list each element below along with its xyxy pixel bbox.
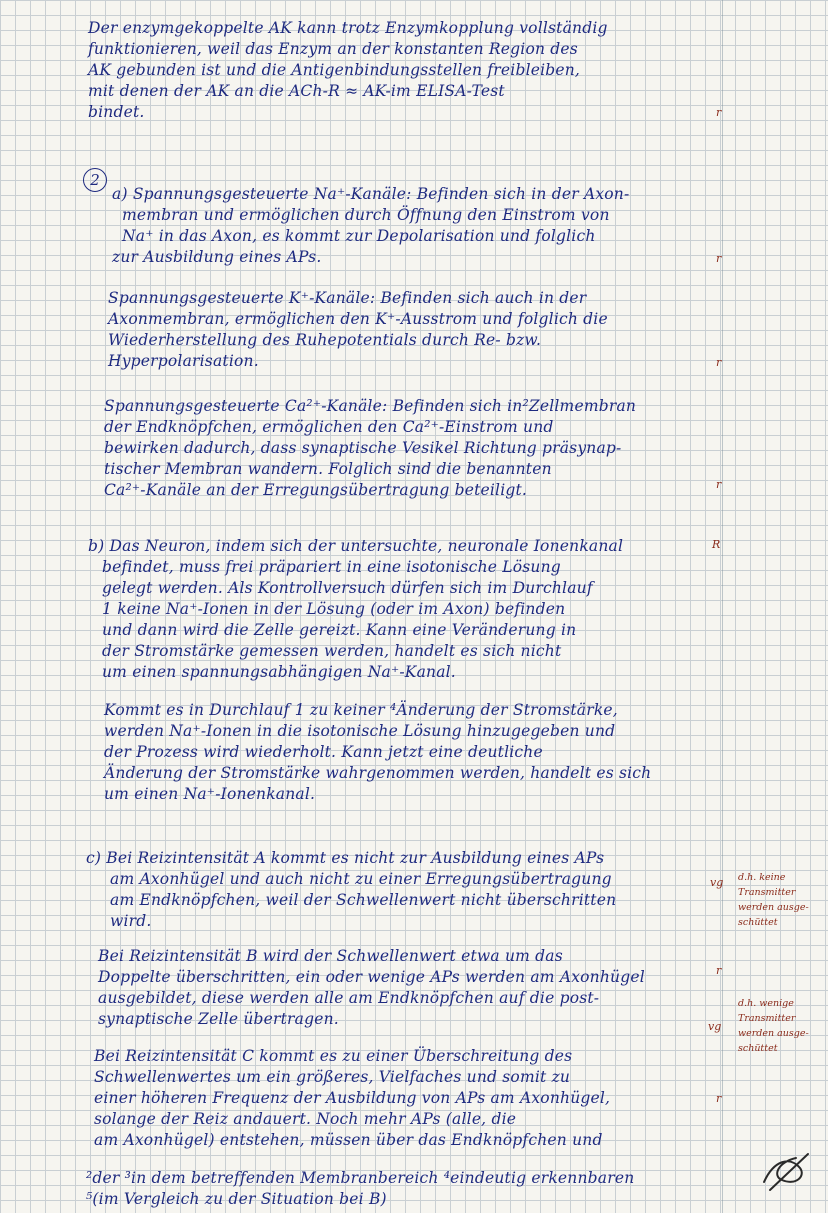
text-line: membran und ermöglichen durch Öffnung den Einstrom von: [122, 206, 610, 224]
text-line: einer höheren Frequenz der Ausbildung von APs am Axonhügel,: [94, 1089, 611, 1107]
correction-mark: R: [712, 538, 721, 551]
task-number: 2: [83, 168, 107, 192]
text-line: der Prozess wird wiederholt. Kann jetzt eine deutliche: [104, 743, 543, 761]
text-line: Schwellenwertes um ein größeres, Vielfaches und somit zu: [94, 1068, 571, 1086]
margin-note-2: [738, 996, 822, 1056]
text-line: 1 keine Na⁺-Ionen in der Lösung (oder im Axon) befinden: [102, 600, 566, 618]
note-line: d.h. keine: [738, 872, 786, 883]
part-a-na: [112, 184, 742, 268]
intro-line: AK gebunden ist und die Antigenbindungsstellen freibleiben,: [88, 61, 581, 79]
part-b-paragraph-1: [88, 536, 721, 683]
text-line: Doppelte überschritten, ein oder wenige APs werden am Axonhügel: [98, 968, 645, 986]
text-line: befindet, muss frei präpariert in eine isotonische Lösung: [102, 558, 561, 576]
text-line: ausgebildet, diese werden alle am Endknöpfchen auf die post-: [98, 989, 600, 1007]
margin-note-1: [738, 870, 822, 930]
footnote-corrections: [86, 1168, 706, 1210]
text-line: um einen Na⁺-Ionenkanal.: [104, 785, 316, 803]
margin-line: [722, 0, 723, 1213]
text-line: um einen spannungsabhängigen Na⁺-Kanal.: [102, 663, 456, 681]
text-line: Axonmembran, ermöglichen den K⁺-Ausstrom und folglich die: [108, 310, 608, 328]
note-line: schüttet: [738, 1043, 778, 1054]
intro-line: mit denen der AK an die ACh-R ≈ AK-im ELISA-Test: [88, 82, 505, 100]
correction-mark: r: [716, 478, 722, 491]
text-line: bewirken dadurch, dass synaptische Vesikel Richtung präsynap-: [104, 439, 622, 457]
intro-paragraph: [88, 18, 718, 123]
text-line: werden Na⁺-Ionen in die isotonische Lösung hinzugegeben und: [104, 722, 616, 740]
text-line: Kommt es in Durchlauf 1 zu keiner ⁴Änderung der Stromstärke,: [104, 701, 618, 719]
text-line: Bei Reizintensität C kommt es zu einer Überschreitung des: [94, 1047, 573, 1065]
text-line: ⁵(im Vergleich zu der Situation bei B): [86, 1190, 387, 1208]
note-line: schüttet: [738, 917, 778, 928]
intro-line: Der enzymgekoppelte AK kann trotz Enzymkopplung vollständig: [88, 19, 608, 37]
text-line: Spannungsgesteuerte K⁺-Kanäle: Befinden sich auch in der: [108, 289, 587, 307]
text-line: gelegt werden. Als Kontrollversuch dürfen sich im Durchlauf: [102, 579, 593, 597]
part-c-paragraph-2: [98, 946, 718, 1030]
correction-mark: r: [716, 1092, 722, 1105]
correction-mark: vg: [710, 876, 724, 889]
part-c-paragraph-3: [94, 1046, 714, 1151]
teacher-signature-icon: [760, 1150, 812, 1194]
text-line: und dann wird die Zelle gereizt. Kann eine Veränderung in: [102, 621, 577, 639]
text-line: Wiederherstellung des Ruhepotentials durch Re- bzw.: [108, 331, 542, 349]
text-line: der Endknöpfchen, ermöglichen den Ca²⁺-Einstrom und: [104, 418, 554, 436]
text-line: c) Bei Reizintensität A kommt es nicht zur Ausbildung eines APs: [86, 849, 605, 867]
text-line: am Axonhügel und auch nicht zu einer Erregungsübertragung: [110, 870, 612, 888]
text-line: Bei Reizintensität B wird der Schwellenwert etwa um das: [98, 947, 563, 965]
text-line: a) Spannungsgesteuerte Na⁺-Kanäle: Befinden sich in der Axon-: [112, 185, 630, 203]
text-line: tischer Membran wandern. Folglich sind die benannten: [104, 460, 552, 478]
text-line: b) Das Neuron, indem sich der untersuchte, neuronale Ionenkanal: [88, 537, 624, 555]
intro-line: bindet.: [88, 103, 145, 121]
text-line: solange der Reiz andauert. Noch mehr APs (alle, die: [94, 1110, 517, 1128]
part-c-paragraph-1: [86, 848, 706, 932]
part-a-ca: [104, 396, 734, 501]
part-a-k: [108, 288, 738, 372]
text-line: ²der ³in dem betreffenden Membranbereich ⁴eindeutig erkennbaren: [86, 1169, 635, 1187]
text-line: Hyperpolarisation.: [108, 352, 259, 370]
text-line: Ca²⁺-Kanäle an der Erregungsübertragung beteiligt.: [104, 481, 528, 499]
text-line: zur Ausbildung eines APs.: [112, 248, 322, 266]
text-line: Spannungsgesteuerte Ca²⁺-Kanäle: Befinden sich in²Zellmembran: [104, 397, 637, 415]
text-line: am Axonhügel) entstehen, müssen über das Endknöpfchen und: [94, 1131, 603, 1149]
text-line: synaptische Zelle übertragen.: [98, 1010, 339, 1028]
text-line: wird.: [110, 912, 152, 930]
correction-mark: r: [716, 964, 722, 977]
note-line: d.h. wenige: [738, 998, 794, 1009]
note-line: werden ausge-: [738, 1028, 809, 1039]
part-b-paragraph-2: [104, 700, 734, 805]
text-line: der Stromstärke gemessen werden, handelt es sich nicht: [102, 642, 562, 660]
text-line: Na⁺ in das Axon, es kommt zur Depolarisation und folglich: [122, 227, 596, 245]
note-line: Transmitter: [738, 1013, 796, 1024]
correction-mark: r: [716, 252, 722, 265]
note-line: werden ausge-: [738, 902, 809, 913]
text-line: Änderung der Stromstärke wahrgenommen werden, handelt es sich: [104, 764, 652, 782]
correction-mark: r: [716, 356, 722, 369]
intro-line: funktionieren, weil das Enzym an der konstanten Region des: [88, 40, 578, 58]
correction-mark: r: [716, 106, 722, 119]
text-line: am Endknöpfchen, weil der Schwellenwert nicht überschritten: [110, 891, 617, 909]
note-line: Transmitter: [738, 887, 796, 898]
correction-mark: vg: [708, 1020, 722, 1033]
